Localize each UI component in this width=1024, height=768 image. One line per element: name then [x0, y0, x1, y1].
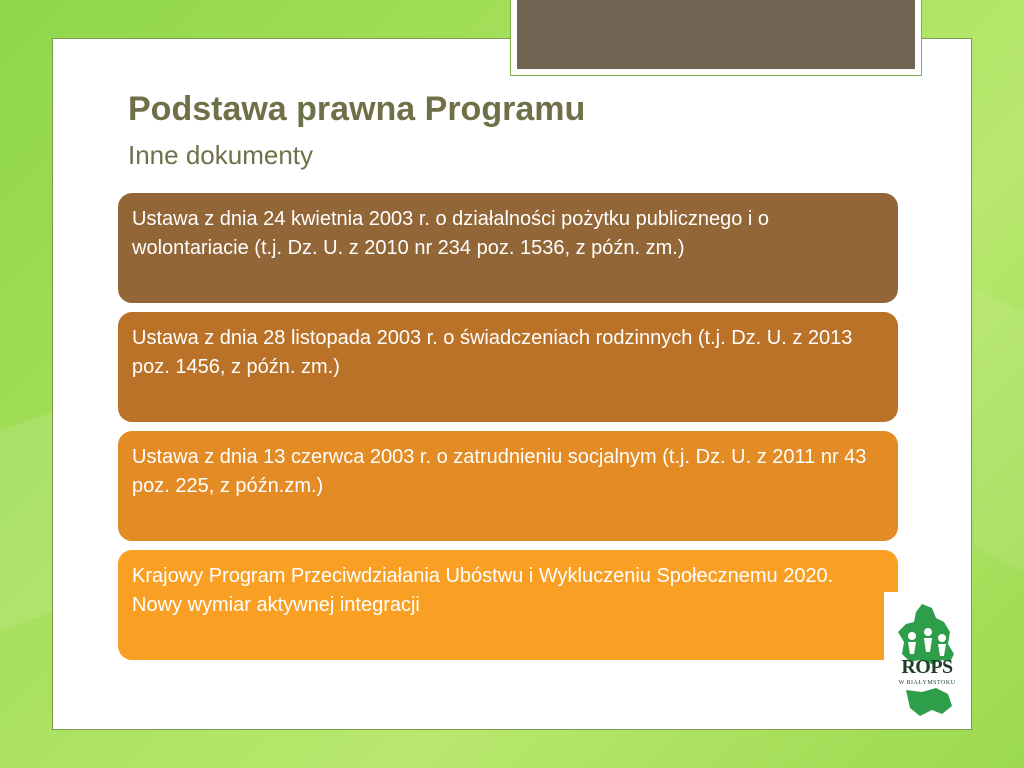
document-card: Ustawa z dnia 13 czerwca 2003 r. o zatrudnieniu socjalnym (t.j. Dz. U. z 2011 nr 43 poz. 225, z późn.zm.) [118, 431, 898, 541]
header-decoration-fill [517, 0, 915, 69]
background-facet [974, 288, 1024, 571]
header-decoration [510, 0, 922, 76]
logo-wordmark: ROPS [901, 656, 953, 678]
document-card: Ustawa z dnia 28 listopada 2003 r. o świadczeniach rodzinnych (t.j. Dz. U. z 2013 poz. 1456, z późn. zm.) [118, 312, 898, 422]
logo-subtitle: W BIAŁYMSTOKU [898, 680, 956, 686]
document-card: Ustawa z dnia 24 kwietnia 2003 r. o działalności pożytku publicznego i o wolontariacie (t.j. Dz. U. z 2010 nr 234 poz. 1536, z późn. zm.) [118, 193, 898, 303]
slide-title: Podstawa prawna Programu [128, 90, 586, 128]
background-facet [0, 409, 60, 631]
rops-logo [884, 592, 970, 728]
document-card: Krajowy Program Przeciwdziałania Ubóstwu i Wykluczeniu Społecznemu 2020. Nowy wymiar aktywnej integracji [118, 550, 898, 660]
slide-subtitle: Inne dokumenty [128, 140, 314, 170]
